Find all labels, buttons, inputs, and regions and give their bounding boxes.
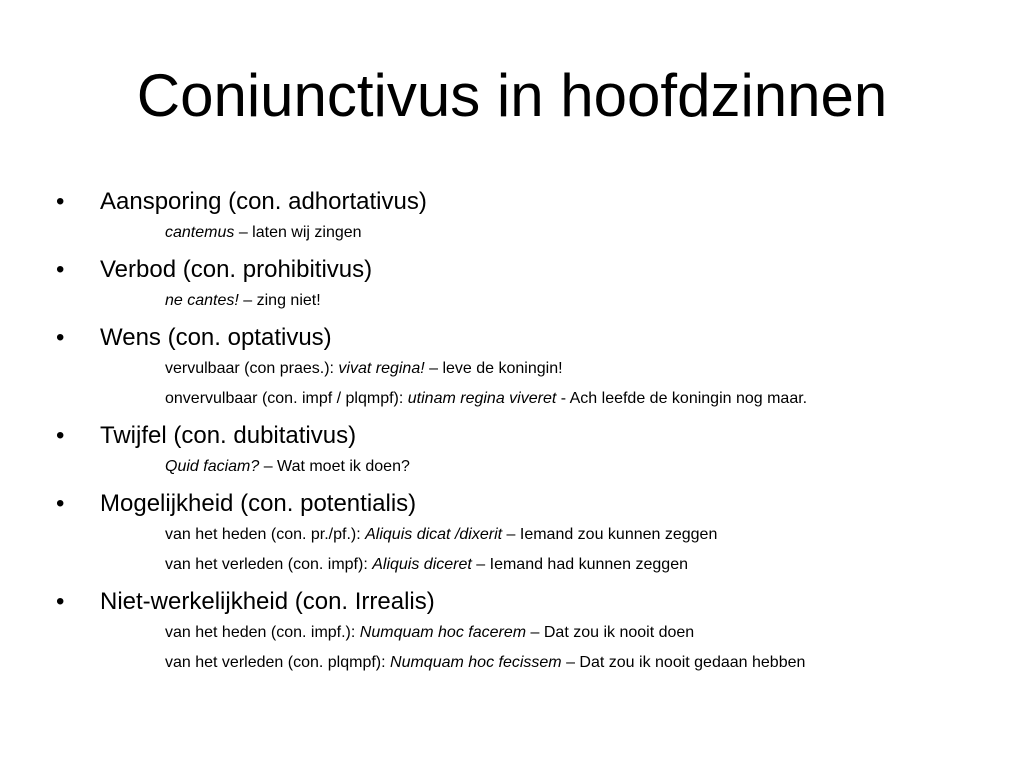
item-label: Twijfel (con. dubitativus) (100, 422, 357, 449)
slide-title: Coniunctivus in hoofdzinnen (136, 62, 888, 129)
latin-phrase: Quid faciam? (165, 458, 260, 475)
example-line (0, 387, 1024, 417)
example-prefix: van het heden (con. impf.): (165, 624, 360, 641)
list-item (0, 319, 1024, 357)
list-item (0, 251, 1024, 289)
item-label: Verbod (con. prohibitivus) (100, 256, 373, 283)
translation: – leve de koningin! (424, 360, 563, 377)
example-line (0, 523, 1024, 553)
latin-phrase: Aliquis dicat /dixerit (365, 526, 503, 543)
translation: – Dat zou ik nooit doen (526, 624, 695, 641)
example-line (0, 357, 1024, 387)
latin-phrase: cantemus (165, 224, 235, 241)
latin-phrase: Numquam hoc fecissem (390, 654, 562, 671)
bullet-icon: • (56, 256, 65, 283)
translation: – Wat moet ik doen? (259, 458, 410, 475)
example-line (0, 455, 1024, 485)
list-item (0, 183, 1024, 221)
bullet-list (0, 183, 1024, 681)
item-label: Wens (con. optativus) (100, 324, 332, 351)
translation: – Iemand had kunnen zeggen (471, 556, 688, 573)
translation: – Iemand zou kunnen zeggen (502, 526, 718, 543)
example-prefix: van het verleden (con. impf): (165, 556, 373, 573)
latin-phrase: ne cantes! (165, 292, 239, 309)
example-line (0, 289, 1024, 319)
example-line (0, 651, 1024, 681)
list-item (0, 485, 1024, 523)
latin-phrase: Aliquis diceret (372, 556, 472, 573)
example-line (0, 621, 1024, 651)
latin-phrase: utinam regina viveret (407, 390, 557, 407)
bullet-icon: • (56, 490, 65, 517)
example-prefix: van het verleden (con. plqmpf): (165, 654, 391, 671)
translation: – laten wij zingen (234, 224, 362, 241)
latin-phrase: vivat regina! (338, 360, 425, 377)
bullet-icon: • (56, 588, 65, 615)
item-label: Aansporing (con. adhortativus) (100, 188, 427, 215)
example-line (0, 221, 1024, 251)
list-item (0, 417, 1024, 455)
translation: – Dat zou ik nooit gedaan hebben (561, 654, 806, 671)
latin-phrase: Numquam hoc facerem (359, 624, 527, 641)
example-prefix: van het heden (con. pr./pf.): (165, 526, 366, 543)
example-line (0, 553, 1024, 583)
translation: - Ach leefde de koningin nog maar. (556, 390, 808, 407)
translation: – zing niet! (238, 292, 321, 309)
bullet-icon: • (56, 422, 65, 449)
list-item (0, 583, 1024, 621)
item-label: Mogelijkheid (con. potentialis) (100, 490, 417, 517)
bullet-icon: • (56, 324, 65, 351)
example-prefix: vervulbaar (con praes.): (165, 360, 339, 377)
bullet-icon: • (56, 188, 65, 215)
item-label: Niet-werkelijkheid (con. Irrealis) (100, 588, 435, 615)
example-prefix: onvervulbaar (con. impf / plqmpf): (165, 390, 408, 407)
